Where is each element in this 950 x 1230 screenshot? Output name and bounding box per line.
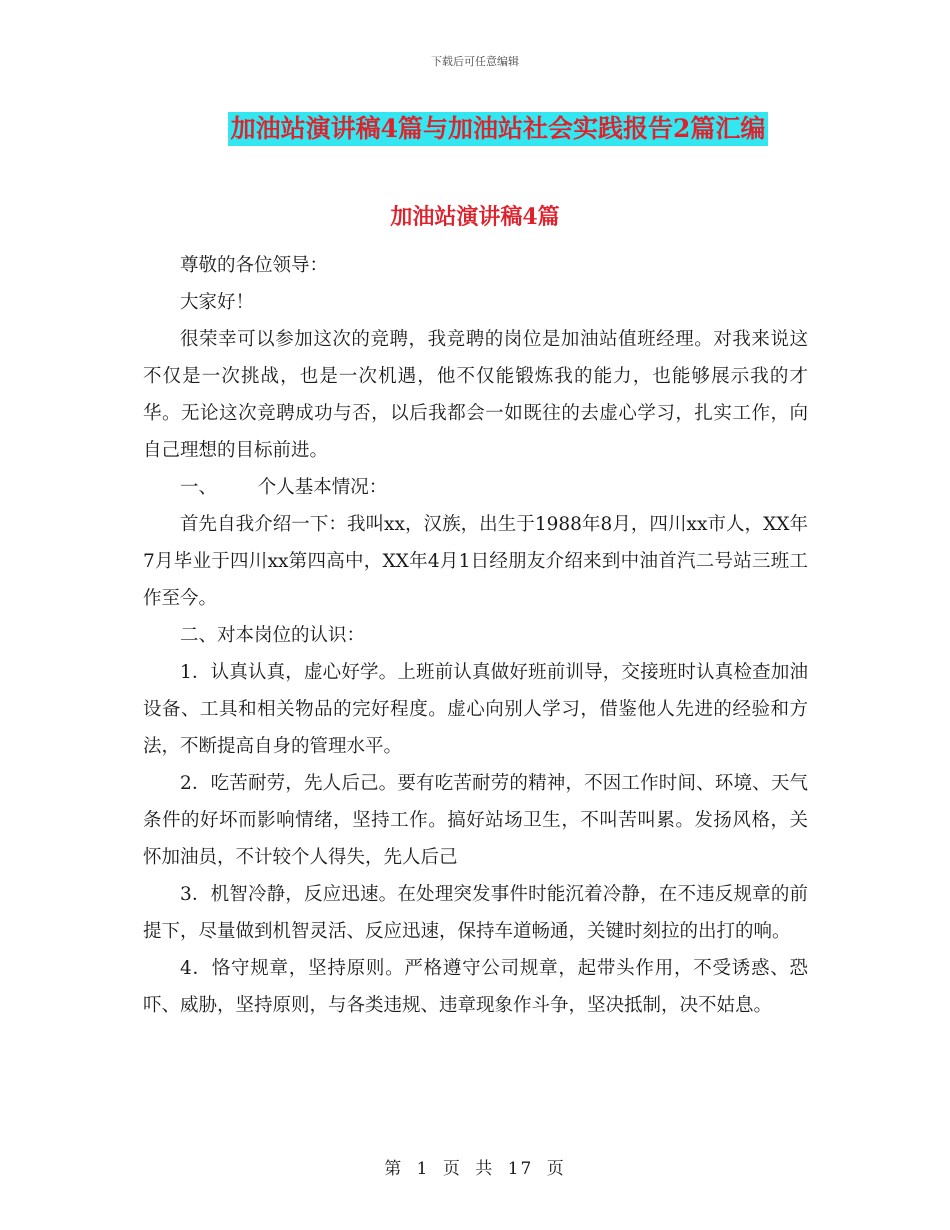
document-title-container — [0, 112, 950, 146]
part1-heading — [143, 469, 808, 506]
greeting-paragraph: 尊敬的各位领导： — [180, 255, 329, 276]
part2-heading: 二、对本岗位的认识： — [180, 625, 366, 646]
header-note: 下载后可任意编辑 — [431, 55, 519, 68]
hello-paragraph: 大家好！ — [180, 292, 255, 313]
item4-paragraph: 4．恪守规章，坚持原则。严格遵守公司规章，起带头作用，不受诱惑、恐吓、威胁，坚持原则，与各类违规、违章现象作斗争，坚决抵制，决不姑息。 — [143, 958, 808, 1016]
intro-paragraph: 很荣幸可以参加这次的竞聘，我竞聘的岗位是加油站值班经理。对我来说这不仅是一次挑战，也是一次机遇，他不仅能锻炼我的能力，也能够展示我的才华。无论这次竞聘成功与否，以后我都会一如既往的去虚心学习，扎实工作，向自己理想的目标前进。 — [143, 329, 808, 461]
section-title: 加油站演讲稿4篇 — [390, 204, 560, 230]
page-number-footer: 第 1 页 共 17 页 — [384, 1159, 566, 1179]
item2-paragraph: 2．吃苦耐劳，先人后己。要有吃苦耐劳的精神，不因工作时间、环境、天气条件的好坏而影响情绪，坚持工作。搞好站场卫生，不叫苦叫累。发扬风格，关怀加油员，不计较个人得失，先人后己 — [143, 773, 808, 868]
document-title: 加油站演讲稿4篇与加油站社会实践报告2篇汇编 — [228, 112, 769, 146]
part1-number: 一、 — [180, 477, 218, 498]
part1-title: 个人基本情况： — [257, 477, 388, 498]
item1-paragraph: 1．认真认真，虚心好学。上班前认真做好班前训导，交接班时认真检查加油设备、工具和相关物品的完好程度。虚心向别人学习，借鉴他人先进的经验和方法，不断提高自身的管理水平。 — [143, 662, 808, 757]
part1-paragraph: 首先自我介绍一下：我叫xx，汉族，出生于1988年8月，四川xx市人，XX年7月毕业于四川xx第四高中，XX年4月1日经朋友介绍来到中油首汽二号站三班工作至今。 — [143, 514, 808, 609]
document-body — [143, 247, 808, 1024]
item3-paragraph: 3．机智冷静，反应迅速。在处理突发事件时能沉着冷静，在不违反规章的前提下，尽量做到机智灵活、反应迅速，保持车道畅通，关键时刻拉的出打的响。 — [143, 884, 808, 942]
